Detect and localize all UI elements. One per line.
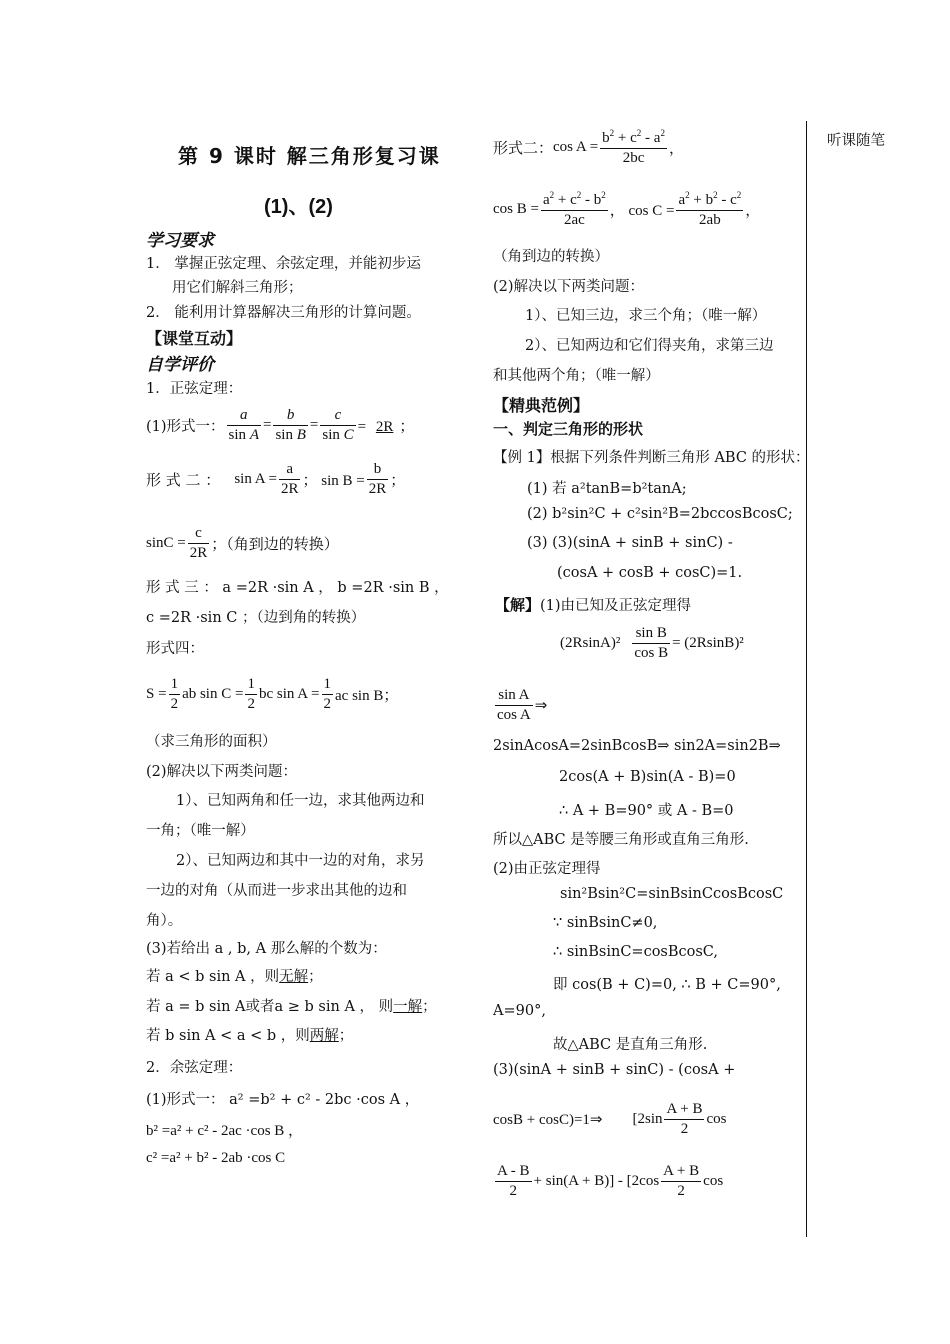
fraction-a-over-2R: $\frac{a}{2R}$ <box>280 461 299 497</box>
derivation-line-10: A=90°, <box>493 1003 546 1019</box>
derivation-line-2: 2cos(A + B)sin(A - B)=0 <box>559 769 736 785</box>
case-3-end: ； <box>338 1028 354 1044</box>
form-2-label-right: 形式二： <box>493 139 554 158</box>
problem-2-end: 角）。 <box>146 913 183 929</box>
fraction-A-plus-B-over-2: $\frac{A + B}{2}$ <box>666 1101 703 1137</box>
class-interaction-heading: 【课堂互动】 <box>146 329 243 348</box>
sine-law-form-3: 形 式 三 ： a =2R ·sin A ， b =2R ·sin B ， <box>146 580 449 596</box>
condition-3-cont: (cosA + cosB + cosC)=1. <box>557 565 743 581</box>
problem-2: 2）、已知两边和其中一边的对角，求另 <box>176 853 425 869</box>
case-3-answer: 两解 <box>309 1028 339 1044</box>
sinC-formula <box>146 524 339 563</box>
side-note: 听课随笔 <box>827 133 885 149</box>
fraction-b-over-2R: $\frac{b}{2R}$ <box>368 461 387 497</box>
area-note: （求三角形的面积） <box>146 734 277 750</box>
sine-law-label: 1．正弦定理： <box>146 381 243 397</box>
derivation-line-9: 即 cos(B + C)=0, ∴ B + C=90°, <box>553 977 781 993</box>
derivation-line-8: ∴ sinBsinC=cosBcosC, <box>553 944 718 960</box>
half-fraction: $\frac{1}{2}$ <box>247 676 255 712</box>
fraction-c-over-sinC: $\frac{c}{\text{sin C}}$ <box>322 407 354 443</box>
triangle-shape-heading: 一、判定三角形的形状 <box>493 420 644 438</box>
case-1-end: ； <box>308 969 323 985</box>
derivation-line-13 <box>493 1100 726 1139</box>
cosine-law-form-1: (1)形式一： a² =b² + c² - 2bc ·cos A ， <box>146 1092 420 1108</box>
fraction-sinA-cosA: $\frac{\text{sin A}}{\text{cos A}}$ <box>497 687 531 723</box>
sine-law-form-3-cont: c =2R ·sin C ；（边到角的转换） <box>146 610 366 626</box>
requirement-2: 2． 能利用计算器解决三角形的计算问题。 <box>146 305 421 321</box>
cosine-law-label: 2．余弦定理： <box>146 1060 243 1076</box>
line-13-end: cos <box>706 1110 727 1127</box>
problem-4: 2）、已知两边和它们得夹角，求第三边 <box>525 338 774 354</box>
conclusion-1: 所以△ABC 是等腰三角形或直角三角形. <box>493 832 749 848</box>
sine-equation <box>560 624 744 663</box>
area-formula: S = $\frac{1}{2}$ ab sin C = $\frac{1}{2}$ bc sin A = $\frac{1}{2}$ ac sin B； <box>146 676 399 712</box>
fraction-cosB: $\frac{a^2 + c^2 - b^2}{2ac}$ <box>542 190 606 228</box>
solve-problems-heading-right: (2)解决以下两类问题： <box>493 279 645 295</box>
sine-law-form-1: (1)形式一： $\frac{a}{\text{sin A}}$ = $\frac{b}{\text{sin B}}$ = $\frac{c}{\text{sin C}}$ = 2R ； <box>146 407 415 443</box>
solution-count-intro: (3)若给出 a , b, A 那么解的个数为： <box>146 941 387 957</box>
derivation-line-7: ∵ sinBsinC≠0, <box>553 915 658 931</box>
fraction-a-over-sinA: $\frac{a}{\text{sin A}}$ <box>228 407 259 443</box>
line-14-end: cos <box>703 1172 724 1189</box>
cosine-law-form-2: 形式二： cos A = $\frac{b^2 + c^2 - a^2}{2bc}$ ， <box>493 128 684 166</box>
cosine-law-b: b² =a² + c² - 2ac ·cos B ， <box>146 1123 304 1139</box>
requirement-1-cont: 用它们解斜三角形； <box>172 280 303 296</box>
case-no-solution <box>146 965 323 986</box>
self-evaluation-heading: 自学评价 <box>146 355 214 375</box>
line-13-start: cosB + cosC)=1⇒ <box>493 1111 603 1128</box>
solution-part-2: (2)由正弦定理得 <box>493 861 601 877</box>
fraction-b-over-sinB: $\frac{b}{\text{sin B}}$ <box>275 407 306 443</box>
page-title: 第 9 课时 解三角形复习课 <box>178 144 441 168</box>
fraction-cosC: $\frac{a^2 + b^2 - c^2}{2ab}$ <box>678 190 742 228</box>
solve-problems-heading: (2)解决以下两类问题： <box>146 764 298 780</box>
condition-3: (3) (3)(sinA + sinB + sinC) - <box>527 535 733 551</box>
case-3-condition: 若 b sin A < a < b ，则 <box>146 1028 310 1044</box>
implies-arrow: ⇒ <box>534 697 548 714</box>
line-14-mid: + sin(A + B)] - [2cos <box>533 1172 660 1189</box>
cosB-cosC-formula: cos B = $\frac{a^2 + c^2 - b^2}{2ac}$ ， cos C = $\frac{a^2 + b^2 - c^2}{2ab}$ ， <box>493 190 761 228</box>
study-requirements-heading: 学习要求 <box>146 231 214 251</box>
cosine-law-c: c² =a² + b² - 2ab ·cos C <box>146 1150 286 1166</box>
equation-left: (2RsinA)² <box>560 634 621 651</box>
case-1-condition: 若 a < b sin A ，则 <box>146 969 280 985</box>
margin-divider <box>806 121 807 1237</box>
derivation-line-3: ∴ A + B=90° 或 A - B=0 <box>559 803 734 819</box>
half-fraction: $\frac{1}{2}$ <box>323 676 332 712</box>
problem-3: 1）、已知三边，求三个角；（唯一解） <box>525 308 767 324</box>
case-two-solutions <box>146 1024 353 1045</box>
fraction-A-minus-B-over-2: $\frac{A - B}{2}$ <box>497 1163 530 1199</box>
problem-4-cont: 和其他两个角；（唯一解） <box>493 368 660 384</box>
half-fraction: $\frac{1}{2}$ <box>170 676 179 712</box>
fraction-sinB-cosB: $\frac{\text{sin B}}{\text{cos B}}$ <box>634 625 669 661</box>
requirement-1: 1． 掌握正弦定理、余弦定理，并能初步运 <box>146 256 421 272</box>
derivation-line-1: 2sinAcosA=2sinBcosB⇒ sin2A=sin2B⇒ <box>493 738 781 754</box>
case-2-answer: 一解 <box>393 999 423 1015</box>
sinA-cosA-implies <box>493 686 547 725</box>
solution-part-1: (1)由已知及正弦定理得 <box>540 598 692 614</box>
condition-1: (1) 若 a²tanB=b²tanA; <box>527 481 687 497</box>
line-13-mid: [2sin <box>632 1110 663 1127</box>
derivation-line-14 <box>493 1162 723 1201</box>
answer-2R: 2R <box>375 418 394 435</box>
sinC-lhs: sinC = <box>146 534 186 551</box>
derivation-line-6: sin²Bsin²C=sinBsinCcosBcosC <box>560 886 784 902</box>
example-1: 【例 1】根据下列条件判断三角形 ABC 的形状： <box>493 450 810 466</box>
problem-1: 1）、已知两角和任一边，求其他两边和 <box>176 793 425 809</box>
solution-label: 【解】 <box>495 596 541 614</box>
form-1-label: (1)形式一： <box>146 418 225 435</box>
equation-right: = (2RsinB)² <box>672 634 744 651</box>
form-2-label: 形 式 二 ： <box>146 470 221 489</box>
sine-law-form-4: 形式四： <box>146 641 204 657</box>
case-2-end: ； <box>422 999 437 1015</box>
condition-2: (2) b²sin²C + c²sin²B=2bccosBcosC; <box>527 506 793 522</box>
solution-start <box>495 594 691 615</box>
case-1-answer: 无解 <box>279 969 309 985</box>
fraction-cosA: $\frac{b^2 + c^2 - a^2}{2bc}$ <box>602 128 665 166</box>
solution-part-3: (3)(sinA + sinB + sinC) - (cosA + <box>493 1062 736 1078</box>
sine-law-form-2: 形 式 二 ： sin A = $\frac{a}{2R}$ ； sin B = $\frac{b}{2R}$ ； <box>146 461 406 497</box>
angle-to-side-note: ；（角到边的转换） <box>211 534 339 553</box>
fraction-c-over-2R: $\frac{c}{2R}$ <box>189 525 208 561</box>
fraction-A-plus-B-over-2: $\frac{A + B}{2}$ <box>663 1163 700 1199</box>
case-2-condition: 若 a = b sin A或者a ≥ b sin A ， 则 <box>146 999 394 1015</box>
angle-to-side-note-right: （角到边的转换） <box>493 249 609 265</box>
conclusion-2: 故△ABC 是直角三角形. <box>553 1037 708 1053</box>
problem-2-cont: 一边的对角（从而进一步求出其他的边和 <box>146 883 407 899</box>
examples-heading: 【精典范例】 <box>493 396 590 415</box>
page-subtitle: (1)、(2) <box>264 196 333 218</box>
problem-1-cont: 一角；（唯一解） <box>146 823 255 839</box>
case-one-solution <box>146 995 437 1016</box>
